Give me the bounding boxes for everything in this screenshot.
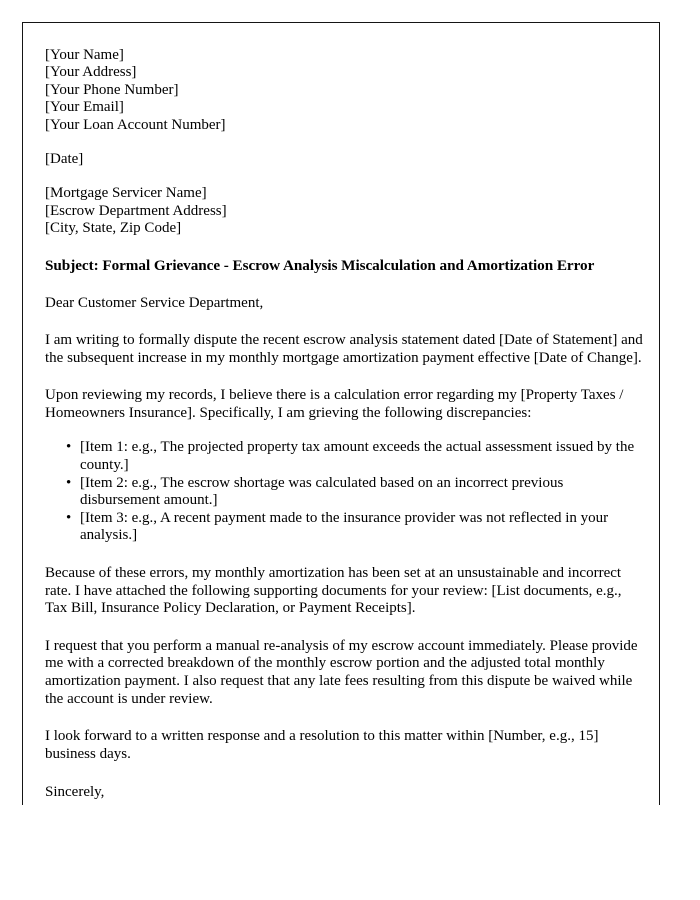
body-paragraph: I am writing to formally dispute the recent escrow analysis statement dated [Date of Statement] and the subsequent increase in my monthly mortgage amortization payment effective [Date of Change]. [45,332,643,366]
sender-line: [Your Loan Account Number] [45,116,226,133]
recipient-line: [Escrow Department Address] [45,202,227,219]
recipient-line: [Mortgage Servicer Name] [45,185,207,202]
discrepancy-list [45,439,645,545]
closing-line: Sincerely, [45,784,105,801]
list-item: • [Item 3: e.g., A recent payment made to the insurance provider was not reflected in your analysis.] [45,510,645,545]
spacer [45,168,645,185]
date-line: [Date] [45,151,84,168]
body-paragraph: I look forward to a written response and a resolution to this matter within [Number, e.g., 15] business days. [45,728,599,762]
sender-line: [Your Email] [45,99,124,116]
subject-line: Subject: Formal Grievance - Escrow Analysis Miscalculation and Amortization Error [45,256,595,274]
salutation: Dear Customer Service Department, [45,294,264,311]
sender-address-block [45,47,645,134]
recipient-line: [City, State, Zip Code] [45,220,182,237]
sender-line: [Your Address] [45,64,137,81]
document-page [22,22,660,805]
sender-line: [Your Phone Number] [45,81,179,98]
list-item: • [Item 2: e.g., The escrow shortage was calculated based on an incorrect previous disbursement amount.] [45,475,645,510]
sender-line: [Your Name] [45,47,124,63]
recipient-address-block [45,185,645,237]
body-paragraph: Because of these errors, my monthly amortization has been set at an unsustainable and incorrect rate. I have attached the following supporting documents for your review: [List documents, e.g., Tax Bill, Insurance Policy Declaration, or Payment Receipts]. [45,565,622,617]
body-paragraph: I request that you perform a manual re-analysis of my escrow account immediately. Please provide me with a corrected breakdown of the monthly escrow portion and the adjusted total monthly amortization payment. I also request that any late fees resulting from this dispute be waived while the account is under review. [45,637,638,707]
list-item: • [Item 1: e.g., The projected property tax amount exceeds the actual assessment issued by the county.] [45,439,645,474]
date-block [45,151,645,168]
spacer [45,134,645,151]
body-paragraph: Upon reviewing my records, I believe there is a calculation error regarding my [Property Taxes / Homeowners Insurance]. Specifically, I am grieving the following discrepancies: [45,387,624,421]
letter-body [45,47,645,802]
